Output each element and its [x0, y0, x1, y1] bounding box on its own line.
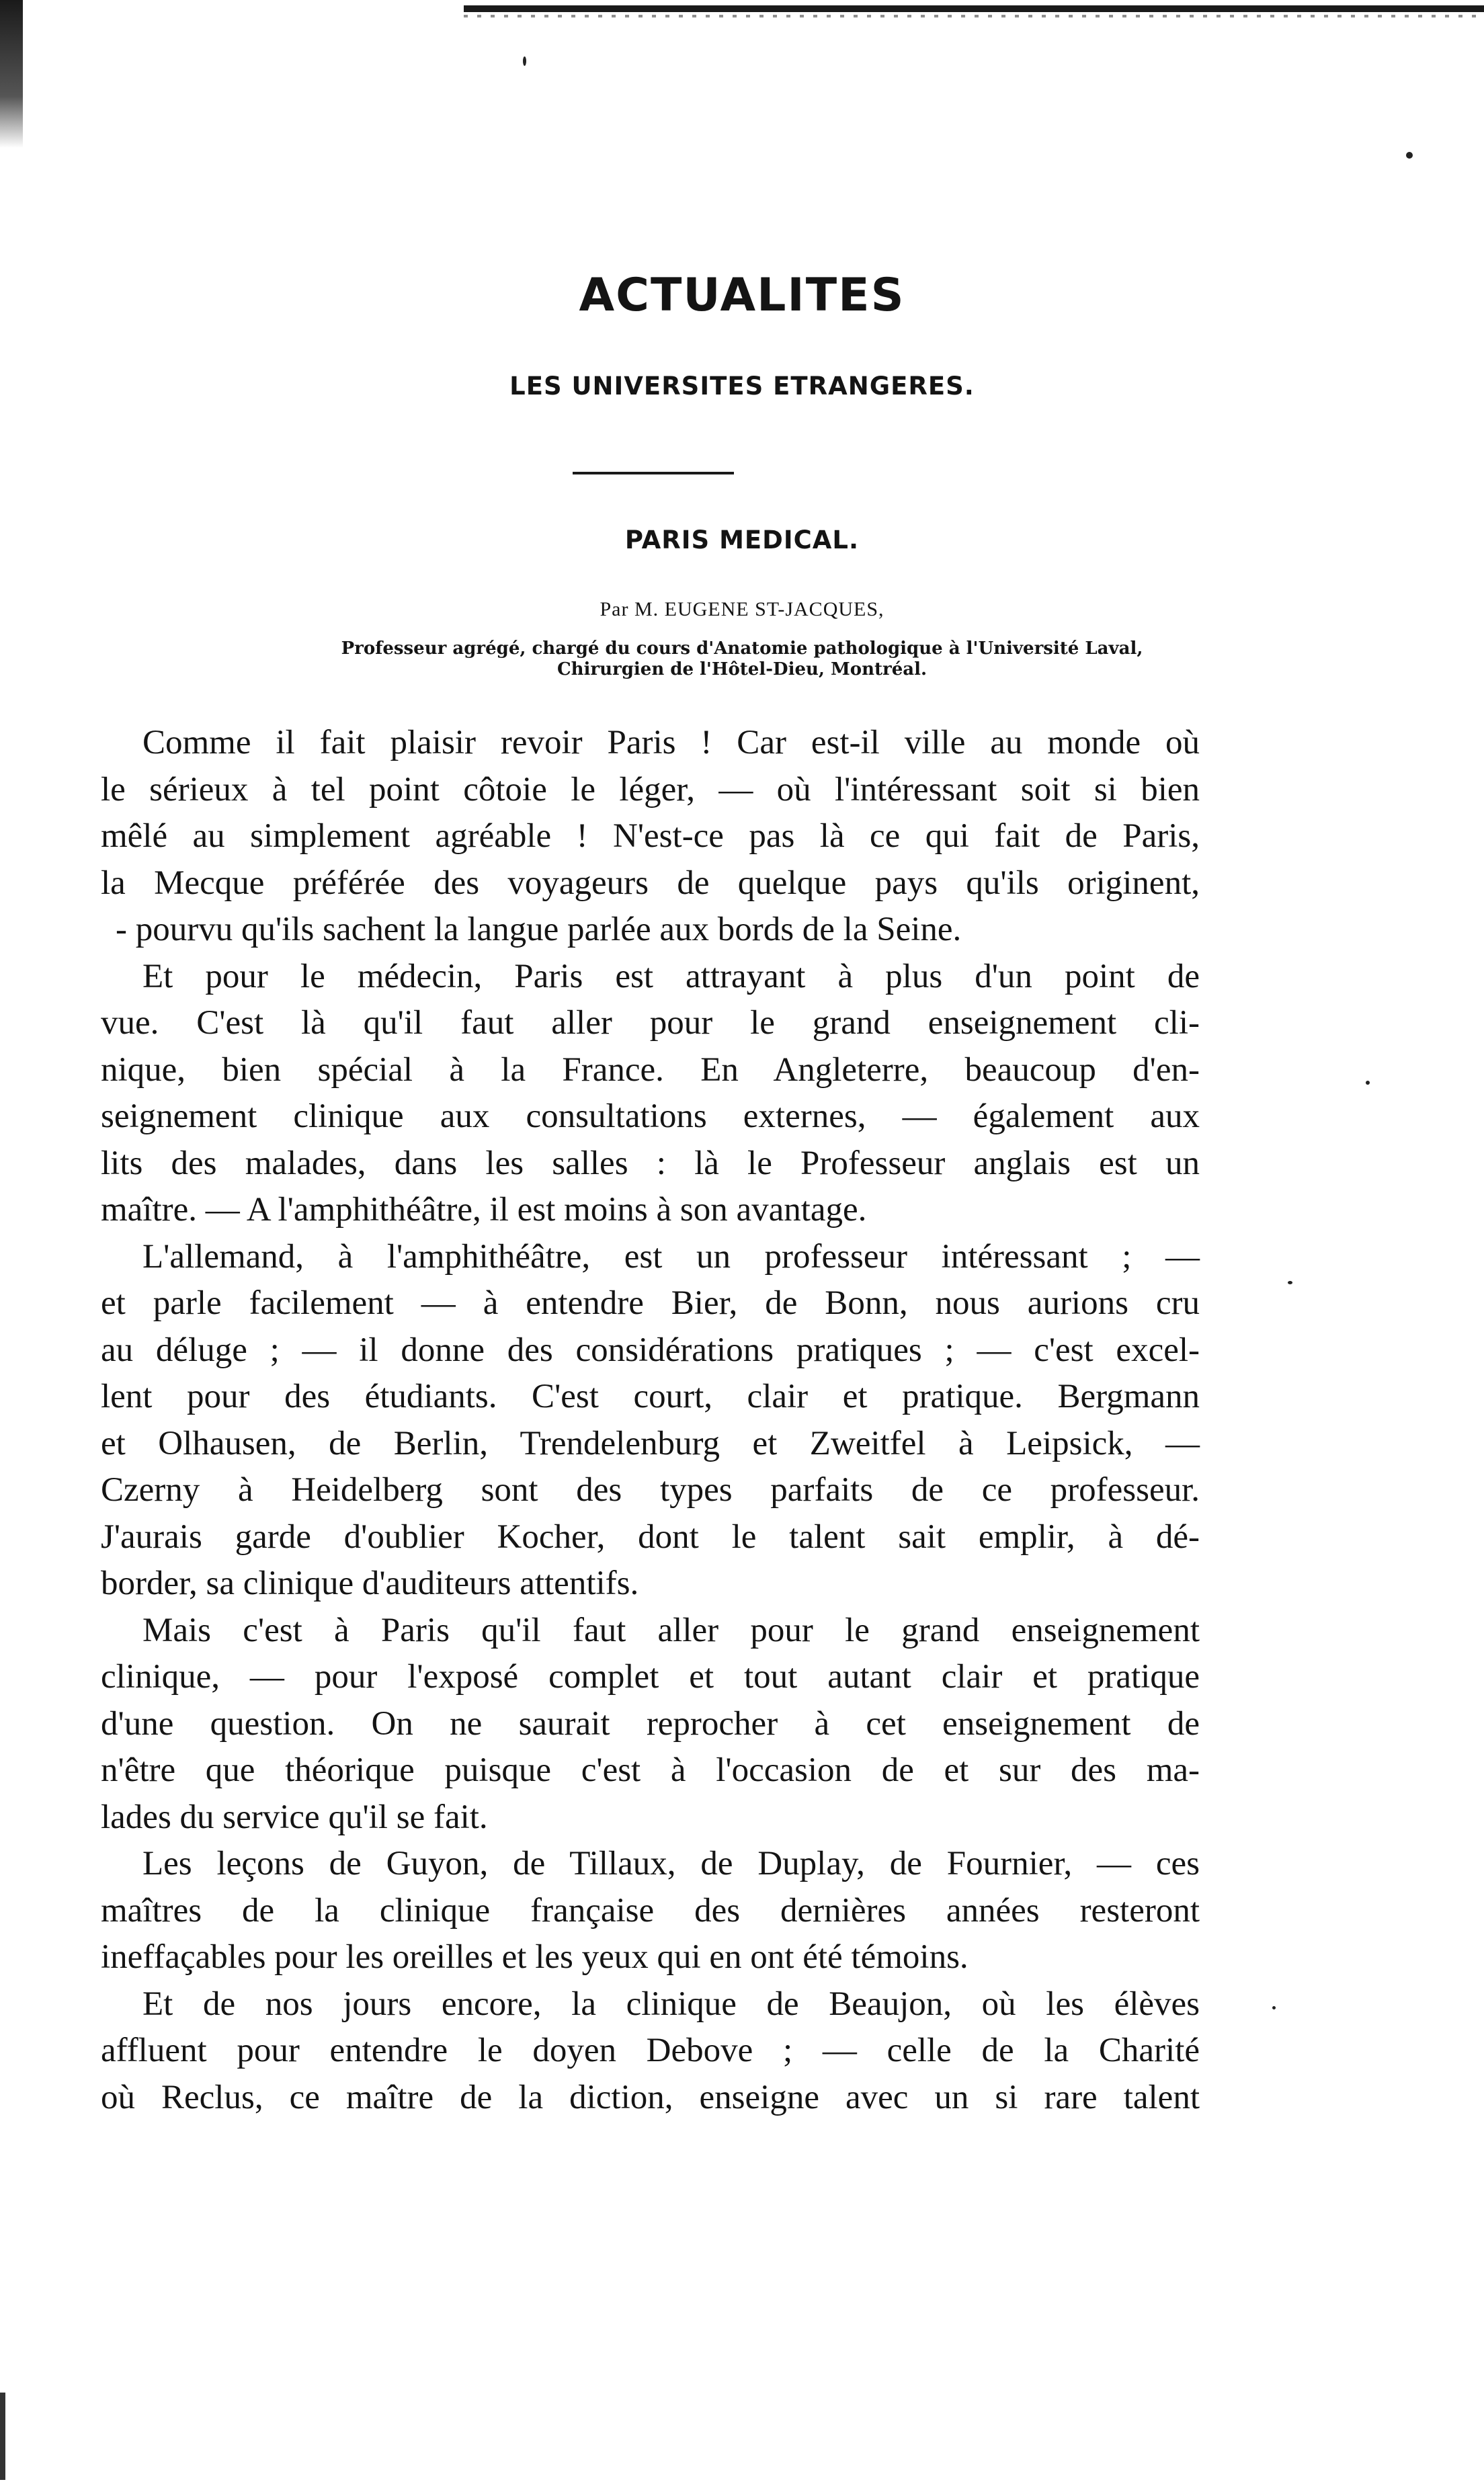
author-affiliation	[0, 638, 1484, 680]
text-line: J'aurais garde d'oublier Kocher, dont le talent sait emplir, à dé-	[101, 1518, 1200, 1556]
text-line: L'allemand, à l'amphithéâtre, est un professeur intéressant ; —	[142, 1237, 1200, 1276]
scan-left-edge-mark	[0, 0, 23, 148]
scan-speck	[1272, 2006, 1276, 2009]
text-line: affluent pour entendre le doyen Debove ; — celle de la Charité	[101, 2032, 1200, 2069]
text-line: maître. — A l'amphithéâtre, il est moins à son avantage.	[101, 1191, 867, 1229]
author-name: EUGENE ST-JACQUES,	[664, 598, 884, 620]
text-line: vue. C'est là qu'il faut aller pour le grand enseignement cli-	[101, 1004, 1200, 1042]
text-line: ineffaçables pour les oreilles et les yeux qui en ont été témoins.	[101, 1938, 968, 1976]
scan-speck	[1288, 1281, 1292, 1284]
text-line: d'une question. On ne saurait reprocher à cet enseignement de	[101, 1704, 1200, 1743]
text-line: clinique, — pour l'exposé complet et tout autant clair et pratique	[101, 1658, 1200, 1696]
byline-prefix: Par M.	[600, 598, 659, 620]
text-line: lades du service qu'il se fait.	[101, 1798, 488, 1836]
text-line: Czerny à Heidelberg sont des types parfaits de ce professeur.	[101, 1471, 1200, 1509]
text-line: Les leçons de Guyon, de Tillaux, de Duplay, de Fournier, — ces	[142, 1845, 1200, 1882]
scan-speck	[523, 56, 526, 66]
text-line: lits des malades, dans les salles : là le Professeur anglais est un	[101, 1144, 1200, 1182]
article-subtitle: LES UNIVERSITES ETRANGERES.	[509, 372, 975, 401]
text-line: lent pour des étudiants. C'est court, clair et pratique. Bergmann	[101, 1378, 1200, 1415]
text-line: Comme il fait plaisir revoir Paris ! Car est-il ville au monde où	[142, 724, 1200, 761]
affiliation-line: Professeur agrégé, chargé du cours d'Anatomie pathologique à l'Université Laval,	[341, 638, 1143, 659]
scan-speck	[1366, 1081, 1370, 1085]
text-line: border, sa clinique d'auditeurs attentifs.	[101, 1565, 639, 1602]
scan-left-edge-mark-bottom	[0, 2393, 5, 2480]
text-line: où Reclus, ce maître de la diction, enseigne avec un si rare talent	[101, 2078, 1200, 2116]
text-line: et Olhausen, de Berlin, Trendelenburg et Zweitfel à Leipsick, —	[101, 1424, 1200, 1462]
scan-top-rule	[464, 5, 1484, 12]
title-divider	[573, 472, 734, 474]
text-line: seignement clinique aux consultations externes, — également aux	[101, 1097, 1200, 1135]
text-line: et parle facilement — à entendre Bier, de Bonn, nous aurions cru	[101, 1284, 1200, 1322]
scan-speck	[1406, 152, 1413, 159]
article-title: ACTUALITES	[579, 269, 905, 322]
text-line: au déluge ; — il donne des considérations pratiques ; — c'est excel-	[101, 1331, 1200, 1369]
text-line: maîtres de la clinique française des dernières années resteront	[101, 1891, 1200, 1929]
article-body	[101, 720, 1200, 2121]
section-title: PARIS MEDICAL.	[624, 526, 860, 554]
text-line: le sérieux à tel point côtoie le léger, — où l'intéressant soit si bien	[101, 770, 1200, 808]
text-line: - pourvu qu'ils sachent la langue parlée aux bords de la Seine.	[116, 911, 962, 948]
text-line: n'être que théorique puisque c'est à l'occasion de et sur des ma-	[101, 1751, 1200, 1789]
author-byline	[0, 598, 1484, 621]
text-line: Mais c'est à Paris qu'il faut aller pour le grand enseignement	[142, 1611, 1200, 1649]
text-line: la Mecque préférée des voyageurs de quelque pays qu'ils originent,	[101, 864, 1200, 902]
text-line: mêlé au simplement agréable ! N'est-ce pas là ce qui fait de Paris,	[101, 817, 1200, 855]
text-line: Et de nos jours encore, la clinique de Beaujon, où les élèves	[142, 1985, 1200, 2023]
text-line: nique, bien spécial à la France. En Angleterre, beaucoup d'en-	[101, 1050, 1200, 1089]
text-line: Et pour le médecin, Paris est attrayant à plus d'un point de	[142, 957, 1200, 995]
affiliation-line: Chirurgien de l'Hôtel-Dieu, Montréal.	[556, 659, 928, 679]
